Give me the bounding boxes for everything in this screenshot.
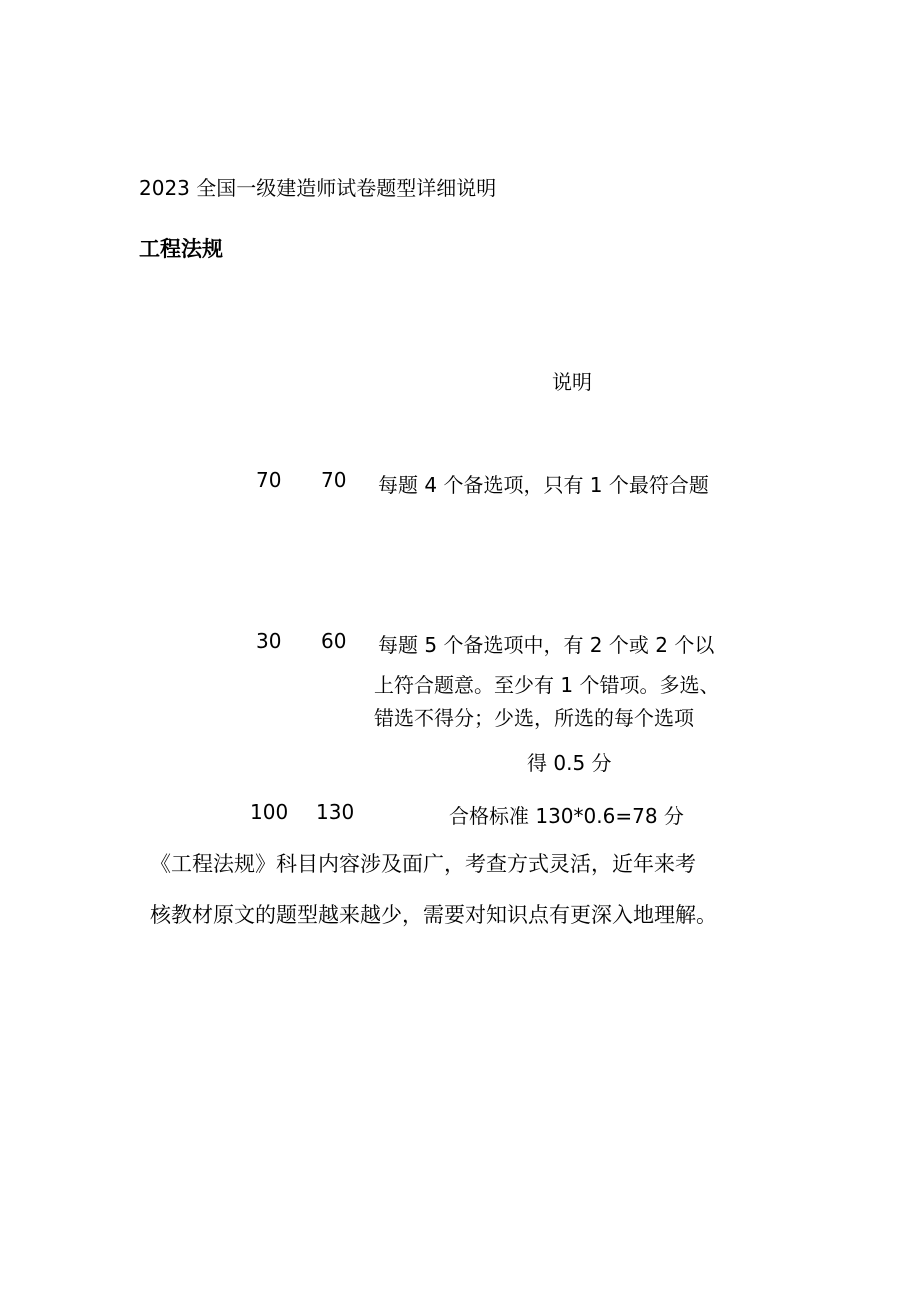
row-3-count: 100	[250, 800, 289, 824]
row-2-desc-line-1: 每题 5 个备选项中，有 2 个或 2 个以	[378, 633, 715, 657]
row-3-desc-line-1: 合格标准 130*0.6=78 分	[449, 804, 684, 828]
paragraph-line-1: 《工程法规》科目内容涉及面广，考查方式灵活，近年来考	[150, 852, 696, 876]
row-2-score: 60	[321, 629, 347, 653]
row-2-count: 30	[256, 629, 282, 653]
row-2-desc-line-3: 错选不得分；少选，所选的每个选项	[374, 706, 694, 730]
row-1-score: 70	[321, 468, 347, 492]
document-title: 2023 全国一级建造师试卷题型详细说明	[139, 176, 497, 200]
row-3-score: 130	[316, 800, 355, 824]
row-1-count: 70	[256, 468, 282, 492]
row-2-desc-line-4: 得 0.5 分	[527, 751, 612, 775]
subject-heading: 工程法规	[139, 237, 223, 261]
table-header-description: 说明	[552, 370, 592, 394]
row-1-desc-line-1: 每题 4 个备选项，只有 1 个最符合题	[378, 473, 709, 497]
paragraph-line-2: 核教材原文的题型越来越少，需要对知识点有更深入地理解。	[150, 903, 717, 927]
row-2-desc-line-2: 上符合题意。至少有 1 个错项。多选、	[374, 673, 720, 697]
